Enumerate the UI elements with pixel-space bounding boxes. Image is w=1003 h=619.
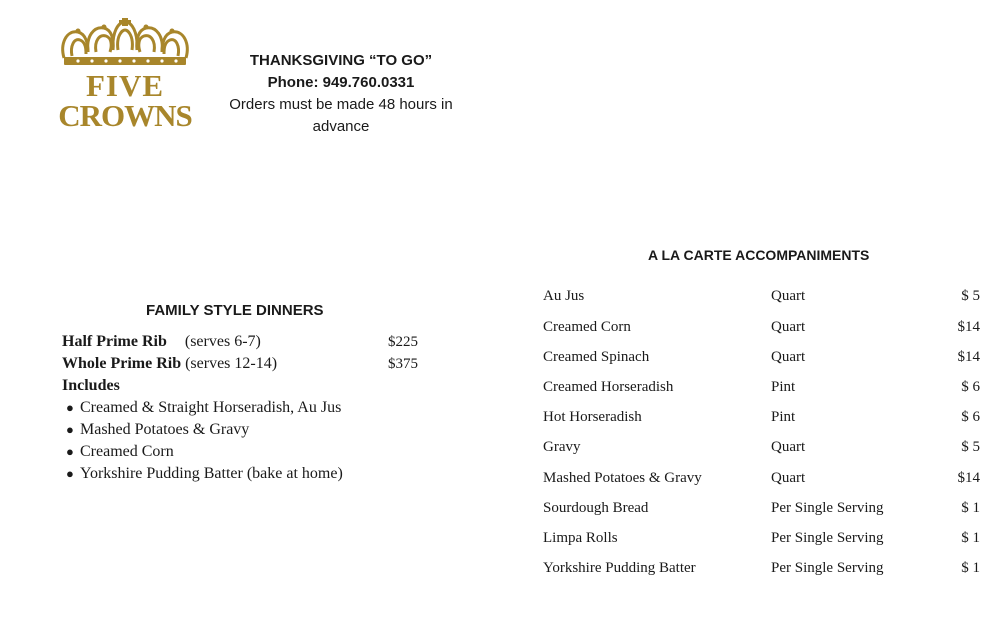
item-size: Per Single Serving [771,560,884,576]
table-row [543,437,983,457]
table-row [543,528,983,548]
item-price: $ 1 [961,530,980,546]
includes-heading: Includes [62,377,120,394]
table-row [543,377,983,397]
item-price: $ 6 [961,379,980,395]
bullet-icon: ● [66,400,74,415]
table-row [543,498,983,518]
item-price: $ 5 [961,288,980,304]
include-text: Yorkshire Pudding Batter (bake at home) [80,465,343,482]
item-name: Creamed Spinach [543,349,650,365]
item-price: $ 1 [961,500,980,516]
bullet-icon: ● [66,466,74,481]
item-name: Limpa Rolls [543,530,618,546]
page-title: THANKSGIVING “TO GO” [249,52,433,69]
five-crowns-logo [54,18,196,133]
item-name: Yorkshire Pudding Batter [543,560,696,576]
alacarte-heading: A LA CARTE ACCOMPANIMENTS [648,247,870,263]
table-row [543,468,983,488]
item-name: Hot Horseradish [543,409,642,425]
item-size: Quart [771,319,806,335]
list-item [66,397,343,419]
item-price: $ 6 [961,409,980,425]
table-row [543,347,983,367]
bullet-icon: ● [66,444,74,459]
item-size: Quart [771,439,806,455]
table-row [543,286,983,306]
item-size: Quart [771,288,806,304]
item-name: Creamed Corn [543,319,631,335]
item-name: Creamed Horseradish [543,379,674,395]
dinner-half-prime-rib [62,331,261,353]
item-size: Pint [771,379,796,395]
item-price: $14 [957,470,980,486]
item-price: $ 1 [961,560,980,576]
includes-list [66,397,343,485]
item-size: Per Single Serving [771,530,884,546]
dinner-serves: (serves 6-7) [184,333,261,350]
dinner-name: Whole Prime Rib [62,355,182,372]
include-text: Mashed Potatoes & Gravy [80,421,250,438]
dinner-price: $225 [388,334,418,350]
bullet-icon: ● [66,422,74,437]
table-row [543,558,983,578]
table-row [543,317,983,337]
item-size: Quart [771,470,806,486]
order-notice: Orders must be made 48 hours in advance [229,96,453,135]
include-text: Creamed Corn [80,443,174,460]
item-name: Au Jus [543,288,585,304]
list-item [66,441,343,463]
item-price: $14 [957,319,980,335]
item-name: Gravy [543,439,581,455]
item-size: Pint [771,409,796,425]
item-size: Per Single Serving [771,500,884,516]
list-item [66,463,343,485]
table-row [543,407,983,427]
item-name: Sourdough Bread [543,500,649,516]
family-dinners-heading: FAMILY STYLE DINNERS [146,302,324,319]
logo-text-five: FIVE [85,68,165,103]
include-text: Creamed & Straight Horseradish, Au Jus [80,399,342,416]
list-item [66,419,343,441]
item-price: $ 5 [961,439,980,455]
logo-text-crowns: CROWNS [58,98,192,133]
dinner-serves: (serves 12-14) [185,355,278,372]
phone-number: Phone: 949.760.0331 [267,74,415,91]
dinner-name: Half Prime Rib [62,333,167,350]
item-size: Quart [771,349,806,365]
dinner-price: $375 [388,356,418,372]
item-name: Mashed Potatoes & Gravy [543,470,702,486]
dinner-whole-prime-rib [62,353,277,375]
item-price: $14 [957,349,980,365]
crown-icon [58,18,192,70]
order-header [216,50,466,138]
